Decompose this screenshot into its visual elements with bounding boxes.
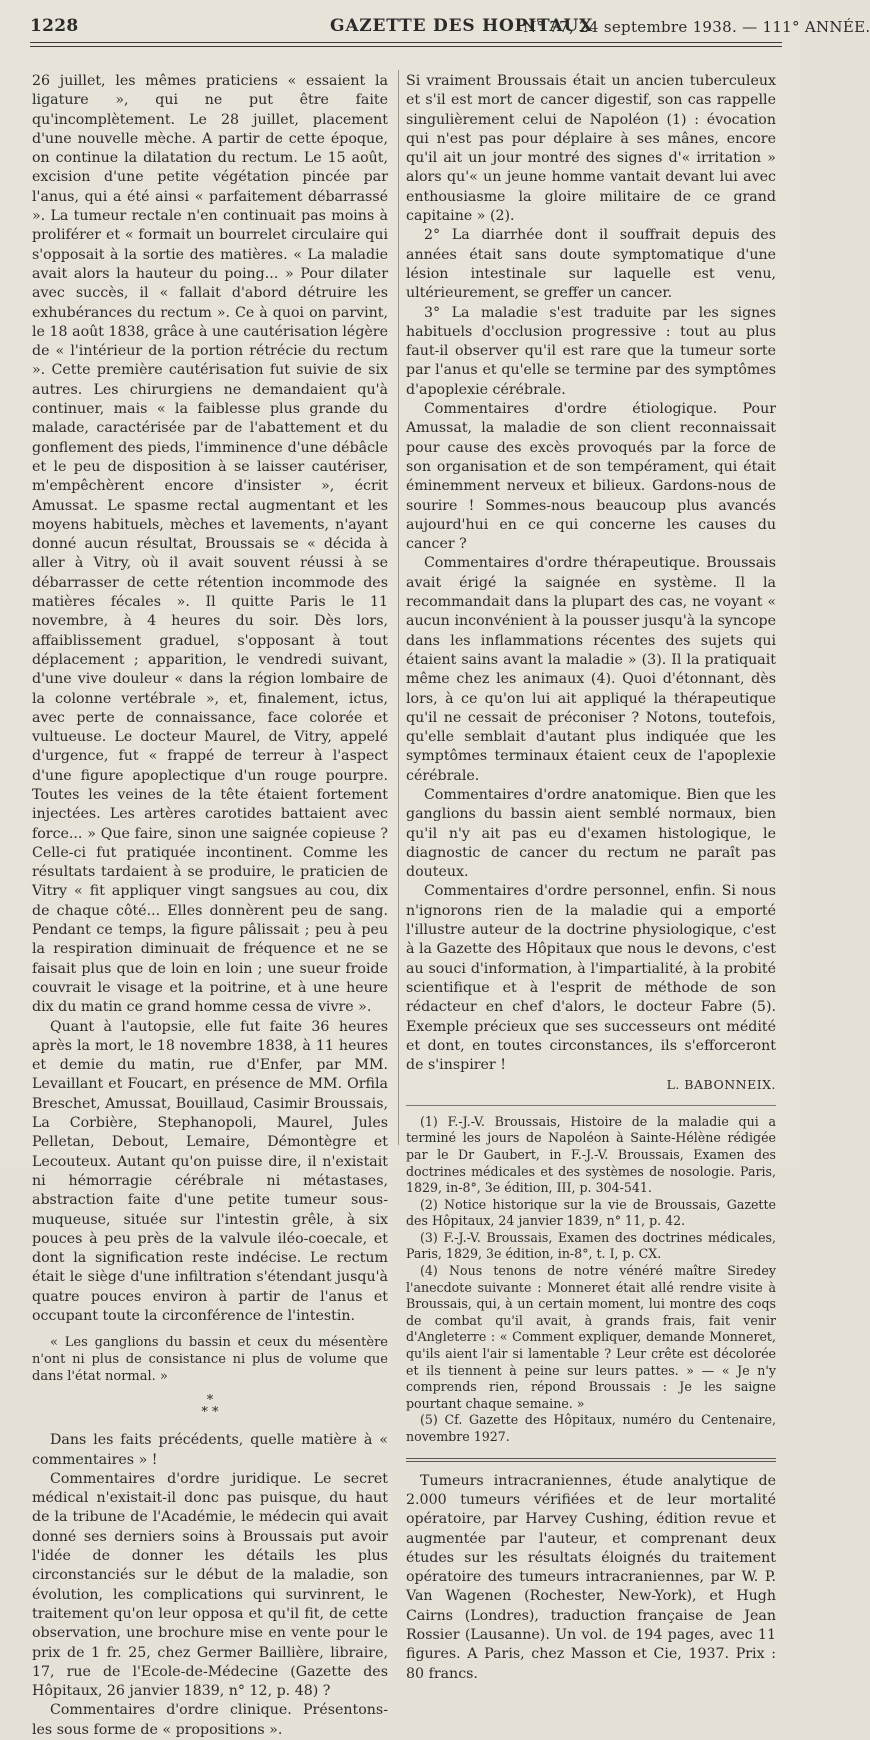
review-text: Tumeurs intracraniennes, étude analytique de 2.000 tumeurs vérifiées et de leur mortalité opératoire, par Harvey Cushing, édition revue et augmentée par l'auteur, et comprenant deux études sur les résultats éloignés du traitement opératoire des tumeurs intracraniennes, par W. P. Van Wagenen (Rochester, New-York), et Hugh Cairns (Londres), traduction française de Jean Rossier (Lausanne). Un vol. de 194 pages, avec 11 figures. A Paris, chez Masson et Cie, 1937. Prix : 80 francs. [406,1472,776,1682]
page-header [20,14,870,42]
paragraph: 2° La diarrhée dont il souffrait depuis des années était sans doute symptomatique d'une lésion intestinale sur laquelle est venu, ultérieurement, se greffer un cancer. [406,227,776,302]
paragraph: Si vraiment Broussais était un ancien tuberculeux et s'il est mort de cancer digestif, son cas rappelle singulièrement celui de Napoléon (1) : évocation qui n'est pas pour déplaire à ses mânes, encore qu'il ait un jour montré des signes d'« irritation » alors qu'« un jeune homme vantait devant lui avec enthousiasme la gloire militaire de ce grand capitaine » (2). [406,73,776,225]
footnote: (4) Nous tenons de notre vénéré maître Siredey l'anecdote suivante : Monneret était allé rendre visite à Broussais, qui, à un certain moment, lui montre des coqs de combat qu'il avait, à grands frais, fait venir d'Angleterre : « Comment expliquer, demande Monneret, qu'ils aient l'air si lamentable ? Leur crête est décolorée et ils tiennent à peine sur leurs pattes. » — « Je n'y comprends rien, répond Broussais : Je les saigne pourtant chaque semaine. » [406,1263,776,1411]
header-rule [30,42,782,43]
paragraph: Commentaires d'ordre juridique. Le secret médical n'existait-il donc pas puisque, du haut de la tribune de l'Académie, le médecin qui avait donné ses derniers soins à Broussais put avoir l'idée de donner les détails les plus circonstanciés sur le début de la maladie, son évolution, les complications qui survinrent, le traitement qu'on leur opposa et qu'il fit, de cette observation, une brochure mise en vente pour le prix de 1 fr. 25, chez Germer Baillière, libraire, 17, rue de l'Ecole-de-Médecine (Gazette des Hôpitaux, 26 janvier 1839, n° 12, p. 48) ? [32,1470,388,1700]
paragraph: 3° La maladie s'est traduite par les signes habituels d'occlusion progressive : tout au plus faut-il observer qu'il est rare que la tumeur sorte par l'anus et qu'elle se termine par des symptômes d'apoplexie cérébrale. [406,304,776,398]
footnote: (2) Notice historique sur la vie de Broussais, Gazette des Hôpitaux, 24 janvier 1839, n° 11, p. 42. [406,1196,776,1229]
column-divider [398,70,399,1145]
journal-title: GAZETTE DES HOPITAUX [330,16,594,36]
header-rule-2 [30,46,782,47]
paragraph: Commentaires d'ordre anatomique. Bien que les ganglions du bassin aient semblé normaux, bien qu'il n'y ait pas eu d'examen histologique, le diagnostic de cancer du rectum ne paraît pas douteux. [406,786,776,881]
paragraph: Dans les faits précédents, quelle matière à « commentaires » ! [32,1432,388,1468]
book-review [406,1472,776,1684]
footnotes [406,1114,776,1446]
footnote: (1) F.-J.-V. Broussais, Histoire de la maladie qui a terminé les jours de Napoléon à Sainte-Hélène rédigée par le Dr Gaubert, in F.-J.-V. Broussais, Examen des doctrines médicales et des systèmes de nosologie. Paris, 1829, in-8°, 3e édition, III, p. 304-541. [406,1113,776,1196]
page-number: 1228 [30,16,79,36]
issue-line: N° 77, 24 septembre 1938. — 111° ANNÉE. [523,18,870,36]
paragraph: Commentaires d'ordre thérapeutique. Broussais avait érigé la saignée en système. Il la recommandait dans la plupart des cas, ne voyant « aucun inconvénient à la pousser jusqu'à la syncope dans les inflammations récentes des sujets qui étaient sains avant la maladie » (3). Il la pratiquait même chez les animaux (4). Quoi d'étonnant, dès lors, à ce qu'on lui ait appliqué la thérapeutique qu'il ne cessait de préconiser ? Notons, toutefois, qu'elle semblait d'autant plus indiquée que les symptômes terminaux étaient ceux de l'apoplexie cérébrale. [406,555,776,784]
footnote: (3) F.-J.-V. Broussais, Examen des doctrines médicales, Paris, 1829, 3e édition, in-8°, t. I, p. CX. [406,1229,776,1262]
footnote-rule [406,1105,776,1106]
right-column [406,72,776,1684]
left-column [32,72,388,1740]
paragraph: Quant à l'autopsie, elle fut faite 36 heures après la mort, le 18 novembre 1838, à 11 heures et demie du matin, rue d'Enfer, par MM. Levaillant et Foucart, en présence de MM. Orfila Breschet, Amussat, Bouillaud, Casimir Broussais, La Corbière, Stephanopoli, Maurel, Jules Pelletan, Debout, Lemaire, Démontègre et Lecouteux. Autant qu'on puisse dire, il n'existait ni hémorragie cérébrale ni métastases, abstraction faite d'une petite tumeur sous-muqueuse, située sur l'intestin grêle, à six pouces à peu près de la valvule iléo-coecale, et dont la signification reste indécise. Le rectum était le siège d'une infiltration s'étendant jusqu'à quatre pouces environ à partir de l'anus et occupant toute la circonférence de l'intestin. [32,1018,388,1324]
quote: « Les ganglions du bassin et ceux du mésentère n'ont ni plus de consistance ni plus de volume que dans l'état normal. » [32,1335,388,1385]
footnote: (5) Cf. Gazette des Hôpitaux, numéro du Centenaire, novembre 1927. [406,1412,776,1445]
review-rule [406,1458,776,1462]
section-separator-stars: * * * [201,1393,219,1421]
paragraph: Commentaires d'ordre clinique. Présentons-les sous forme de « propositions ». [32,1702,388,1738]
paragraph: Commentaires d'ordre personnel, enfin. Si nous n'ignorons rien de la maladie qui a emporté l'illustre auteur de la doctrine physiologique, c'est à la Gazette des Hôpitaux que nous le devons, c'est au souci d'information, à l'impartialité, à la probité scientifique et à l'esprit de méthode de son rédacteur en chef d'alors, le docteur Fabre (5). Exemple précieux que ses successeurs ont médité et dont, en toutes circonstances, ils s'efforceront de s'inspirer ! [406,883,776,1074]
paragraph: 26 juillet, les mêmes praticiens « essaient la ligature », qui ne put être faite qu'incomplètement. Le 28 juillet, placement d'une nouvelle mèche. A partir de cette époque, on continue la dilatation du rectum. Le 15 août, excision d'une petite végétation pincée par l'anus, qui a été ainsi « parfaitement débarrassé ». La tumeur rectale n'en continuait pas moins à proliférer et « formait un bourrelet circulaire qui s'opposait à la sortie des matières. « La maladie avait alors la hauteur du poing... » Pour dilater avec succès, il « fallait d'abord détruire les exhubérances du rectum ». Ce à quoi on parvint, le 18 août 1838, grâce à une cautérisation légère de « l'intérieur de la portion rétrécie du rectum ». Cette première cautérisation fut suivie de six autres. Les chirurgiens ne demandaient qu'à continuer, mais « la faiblesse plus grande du malade, caractérisée par de l'abattement et du gonflement des pieds, l'imminence d'une débâcle et le peu de disposition à se laisser cautériser, m'empêchèrent encore d'insister », écrit Amussat. Le spasme rectal augmentant et les moyens habituels, mèches et lavements, n'ayant donné aucun résultat, Broussais se « décida à aller à Vitry, où il avait souvent réussi à se débarrasser de cette rétention incommode des matières fécales ». Il quitte Paris le 11 novembre, à 4 heures du soir. Dès lors, affaiblissement graduel, s'opposant à tout déplacement ; apparition, le vendredi suivant, d'une vive douleur « dans la région lombaire de la colonne vertébrale », et, finalement, ictus, avec perte de connaissance, face colorée et vultueuse. Le docteur Maurel, de Vitry, appelé d'urgence, fut « frappé de terreur à l'aspect d'une figure apoplectique d'un rouge pourpre. Toutes les veines de la tête étaient fortement injectées. Les artères carotides battaient avec force... » Que faire, sinon une saignée copieuse ? Celle-ci fut pratiquée incontinent. Comme les résultats tardaient à se produire, le praticien de Vitry « fit appliquer vingt sangsues au cou, dix de chaque côté... Elles donnèrent peu de sang. Pendant ce temps, la figure pâlissait ; peu à peu la respiration diminuait de fréquence et ne se faisait plus que de loin en loin ; une sueur froide couvrait le visage et la poitrine, et à une heure dix du matin ce grand homme cessa de vivre ». [32,73,388,1016]
paragraph: Commentaires d'ordre étiologique. Pour Amussat, la maladie de son client reconnaissait pour cause des excès provoqués par la force de son organisation et de son tempérament, qui était éminemment nerveux et bilieux. Gardons-nous de sourire ! Sommes-nous beaucoup plus avancés aujourd'hui en ce qui concerne les causes du cancer ? [406,401,776,553]
author-signature: L. BABONNEIX. [666,1077,776,1093]
